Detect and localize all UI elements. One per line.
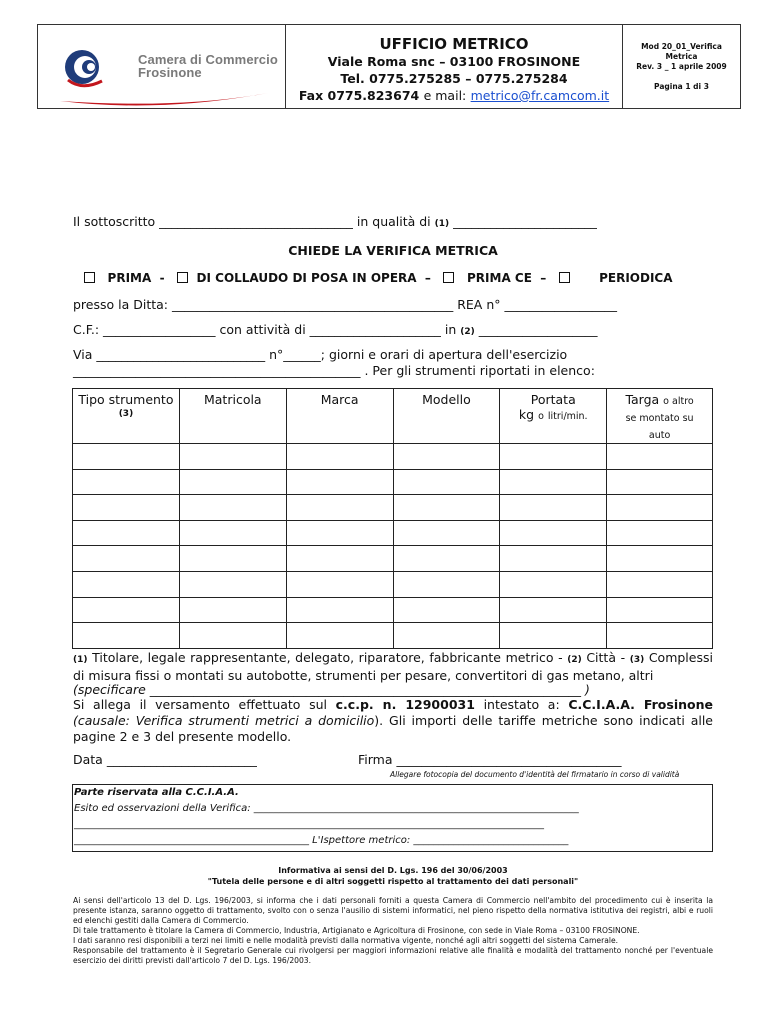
- table-cell[interactable]: [393, 623, 500, 649]
- document-header: [37, 24, 741, 109]
- note-ref-1: (1): [434, 219, 450, 229]
- privacy-paragraph-2: Di tale trattamento è titolare la Camera di Commercio, Industria, Artigianato e Agricoltura di Frosinone, con sede in Viale Roma – 03100 FROSINONE.: [73, 926, 640, 935]
- table-cell[interactable]: [179, 495, 286, 521]
- office-info: [286, 25, 623, 108]
- data-field[interactable]: Data ________________________: [73, 752, 257, 767]
- table-cell[interactable]: [179, 546, 286, 572]
- payment-paragraph: [73, 697, 713, 745]
- payment-text-a: Si allega il versamento effettuato sul: [73, 697, 327, 712]
- checkbox-prima[interactable]: [84, 272, 95, 283]
- table-cell[interactable]: [179, 469, 286, 495]
- col-targa-label: Targa: [625, 392, 660, 407]
- col-targa: [607, 389, 713, 444]
- table-cell[interactable]: [73, 597, 180, 623]
- table-cell[interactable]: [179, 444, 286, 470]
- module-code-line2: Metrica: [665, 52, 698, 61]
- note-ref-3: (3): [118, 409, 134, 419]
- payment-causale: (causale:: [73, 713, 130, 728]
- office-title: UFFICIO METRICO: [379, 35, 529, 53]
- table-cell[interactable]: [607, 520, 713, 546]
- table-cell[interactable]: [286, 597, 393, 623]
- table-cell[interactable]: [500, 597, 607, 623]
- col-portata-label: Portata: [530, 392, 576, 407]
- table-cell[interactable]: [500, 546, 607, 572]
- col-portata-or: o: [538, 411, 544, 422]
- table-row: [73, 571, 713, 597]
- table-cell[interactable]: [286, 546, 393, 572]
- note-3-text: Complessi di misura fissi o montati su autobotte, strumenti per pesare, convertitori di gas metano, altri: [73, 650, 713, 683]
- specify-line[interactable]: (specificare _____________________________________________________________________ ): [73, 682, 590, 697]
- col-matricola: Matricola: [179, 389, 286, 444]
- firma-field[interactable]: Firma ____________________________________: [358, 752, 622, 767]
- col-portata: [500, 389, 607, 444]
- table-cell[interactable]: [286, 469, 393, 495]
- reserved-section: [72, 784, 713, 852]
- table-row: [73, 444, 713, 470]
- verification-options: [84, 271, 714, 286]
- option-prima-label: PRIMA: [107, 271, 152, 285]
- table-cell[interactable]: [500, 495, 607, 521]
- option-separator: –: [424, 271, 431, 285]
- checkbox-prima-ce[interactable]: [443, 272, 454, 283]
- col-targa-line2: se montato su: [625, 413, 694, 424]
- via-line[interactable]: Via ___________________________ n°______; giorni e orari di apertura dell'esercizio: [73, 347, 568, 362]
- instruments-table: [72, 388, 713, 649]
- table-row: [73, 546, 713, 572]
- request-title: CHIEDE LA VERIFICA METRICA: [288, 243, 498, 258]
- sottoscritto-line: [73, 214, 597, 232]
- table-cell[interactable]: [393, 444, 500, 470]
- table-cell[interactable]: [286, 495, 393, 521]
- office-fax: Fax 0775.823674: [298, 88, 420, 103]
- module-code: Mod 20_01_Verifica: [641, 42, 722, 51]
- payment-ccp: c.c.p. n. 12900031: [335, 697, 475, 712]
- table-row: [73, 495, 713, 521]
- table-cell[interactable]: [73, 520, 180, 546]
- table-cell[interactable]: [73, 546, 180, 572]
- table-cell[interactable]: [607, 444, 713, 470]
- table-cell[interactable]: [286, 623, 393, 649]
- revision-label: Rev. 3 _ 1 aprile 2009: [636, 62, 727, 71]
- table-cell[interactable]: [179, 623, 286, 649]
- col-portata-litri: litri/min.: [547, 411, 588, 422]
- cf-city-field: ___________________: [478, 322, 598, 337]
- table-cell[interactable]: [393, 571, 500, 597]
- office-fax-email: [286, 87, 622, 104]
- payment-causale-text: Verifica strumenti metrici a domicilio: [135, 713, 375, 728]
- table-cell[interactable]: [607, 597, 713, 623]
- option-prima-ce-label: PRIMA CE: [467, 271, 532, 285]
- table-cell[interactable]: [73, 469, 180, 495]
- table-cell[interactable]: [500, 444, 607, 470]
- payment-text-b: intestato a:: [483, 697, 560, 712]
- privacy-paragraph-3: I dati saranno resi disponibili a terzi nei limiti e nelle modalità previsti dalla normativa vigente, nonché agli altri soggetti del sistema Camerale.: [73, 936, 619, 945]
- sottoscritto-text: Il sottoscritto _______________________________ in qualità di: [73, 214, 431, 229]
- table-row: [73, 597, 713, 623]
- table-cell[interactable]: [73, 571, 180, 597]
- privacy-title-line1: Informativa ai sensi del D. Lgs. 196 del 30/06/2003: [278, 866, 508, 875]
- table-cell[interactable]: [500, 469, 607, 495]
- table-cell[interactable]: [393, 495, 500, 521]
- table-row: [73, 623, 713, 649]
- cf-line[interactable]: [73, 322, 598, 340]
- logo-text-line2: Frosinone: [138, 65, 202, 80]
- table-cell[interactable]: [607, 623, 713, 649]
- cf-text: C.F.: __________________ con attività di _____________________ in: [73, 322, 457, 337]
- privacy-text: [73, 896, 713, 966]
- col-tipo-strumento: [73, 389, 180, 444]
- logo-cell: [38, 25, 286, 108]
- payment-text-c: ). Gli importi delle tariffe metriche sono indicati alle pagine 2 e 3 del presente modello.: [73, 713, 713, 744]
- table-cell[interactable]: [179, 571, 286, 597]
- privacy-paragraph-4: Responsabile del trattamento è il Segretario Generale cui rivolgersi per maggiori informazioni relative alle finalità e modalità del trattamento nonché per l'eventuale esercizio dei diritti previsti dall'articolo 7 del D. Lgs. 196/2003.: [73, 946, 713, 965]
- payment-recipient: C.C.I.A.A. Frosinone: [568, 697, 713, 712]
- table-cell[interactable]: [73, 623, 180, 649]
- table-row: [73, 520, 713, 546]
- col-targa-altro: o altro: [663, 396, 694, 407]
- privacy-title: [73, 865, 713, 887]
- esito-field[interactable]: Esito ed osservazioni della Verifica: _________________________________________________________________: [74, 803, 579, 814]
- table-cell[interactable]: [607, 469, 713, 495]
- email-link[interactable]: metrico@fr.camcom.it: [470, 88, 610, 103]
- reserved-blank-line[interactable]: ______________________________________________________________________________________________: [74, 819, 544, 830]
- option-collaudo-label: DI COLLAUDO DI POSA IN OPERA: [196, 271, 417, 285]
- table-header-row: [73, 389, 713, 444]
- table-cell[interactable]: [393, 597, 500, 623]
- note-ref-2: (2): [460, 327, 475, 337]
- module-info: [623, 25, 740, 108]
- chamber-logo-icon: [62, 47, 132, 93]
- reserved-title: Parte riservata alla C.C.I.A.A.: [74, 787, 239, 798]
- table-cell[interactable]: [286, 444, 393, 470]
- note-1-text: Titolare, legale rappresentante, delegato, riparatore, fabbricante metrico -: [92, 650, 563, 665]
- logo-text: [138, 53, 278, 79]
- option-separator: -: [159, 271, 165, 285]
- table-cell[interactable]: [73, 444, 180, 470]
- notes-block: [73, 650, 713, 684]
- table-cell[interactable]: [607, 495, 713, 521]
- table-cell[interactable]: [179, 597, 286, 623]
- logo-text-line1: Camera di Commercio: [138, 52, 278, 67]
- table-body: [73, 444, 713, 649]
- table-cell[interactable]: [607, 571, 713, 597]
- qualita-field[interactable]: _______________________: [453, 214, 597, 229]
- note-1-ref: (1): [73, 655, 88, 665]
- via-line-2[interactable]: ______________________________________________ . Per gli strumenti riportati in elenco:: [73, 363, 595, 378]
- table-cell[interactable]: [500, 571, 607, 597]
- table-row: [73, 469, 713, 495]
- email-label: e mail:: [423, 88, 467, 103]
- col-marca: Marca: [286, 389, 393, 444]
- office-phone: Tel. 0775.275285 – 0775.275284: [340, 71, 568, 86]
- attach-note: Allegare fotocopia del documento d'identità del firmatario in corso di validità: [390, 770, 680, 779]
- col-modello: Modello: [393, 389, 500, 444]
- option-separator: –: [540, 271, 547, 285]
- note-2-text: Città -: [586, 650, 626, 665]
- col-portata-kg: kg: [518, 407, 535, 422]
- note-3-ref: (3): [629, 655, 645, 665]
- ispettore-field[interactable]: _______________________________________________ L'Ispettore metrico: _______________________________: [74, 835, 569, 846]
- office-address: Viale Roma snc – 03100 FROSINONE: [327, 54, 581, 69]
- logo-swoosh-icon: [60, 91, 270, 107]
- checkbox-periodica[interactable]: [559, 272, 570, 283]
- table-cell[interactable]: [286, 520, 393, 546]
- option-periodica-label: PERIODICA: [599, 271, 673, 285]
- table-cell[interactable]: [500, 520, 607, 546]
- note-2-ref: (2): [567, 655, 582, 665]
- table-cell[interactable]: [393, 469, 500, 495]
- table-cell[interactable]: [73, 495, 180, 521]
- checkbox-collaudo[interactable]: [177, 272, 188, 283]
- table-cell[interactable]: [179, 520, 286, 546]
- privacy-paragraph-1: Ai sensi dell'articolo 13 del D. Lgs. 196/2003, si informa che i dati personali forniti a questa Camera di Commercio nell'ambito del procedimento cui è inserita la presente istanza, saranno oggetto di trattamento, svolto con o senza l'ausilio di sistemi informatici, nel pieno rispetto della normativa istitutiva dei registri, albi e ruoli ed elenchi gestiti dalla Camera di Commercio.: [73, 896, 713, 925]
- ditta-line[interactable]: presso la Ditta: _____________________________________________ REA n° __________________: [73, 297, 617, 312]
- privacy-title-line2: "Tutela delle persone e di altri soggetti rispetto al trattamento dei dati personali": [207, 877, 579, 886]
- col-targa-line3: auto: [648, 430, 671, 441]
- page-number: Pagina 1 di 3: [654, 82, 709, 91]
- table-cell[interactable]: [393, 546, 500, 572]
- table-cell[interactable]: [286, 571, 393, 597]
- table-cell[interactable]: [607, 546, 713, 572]
- table-cell[interactable]: [393, 520, 500, 546]
- table-cell[interactable]: [500, 623, 607, 649]
- col-tipo-label: Tipo strumento: [78, 392, 174, 407]
